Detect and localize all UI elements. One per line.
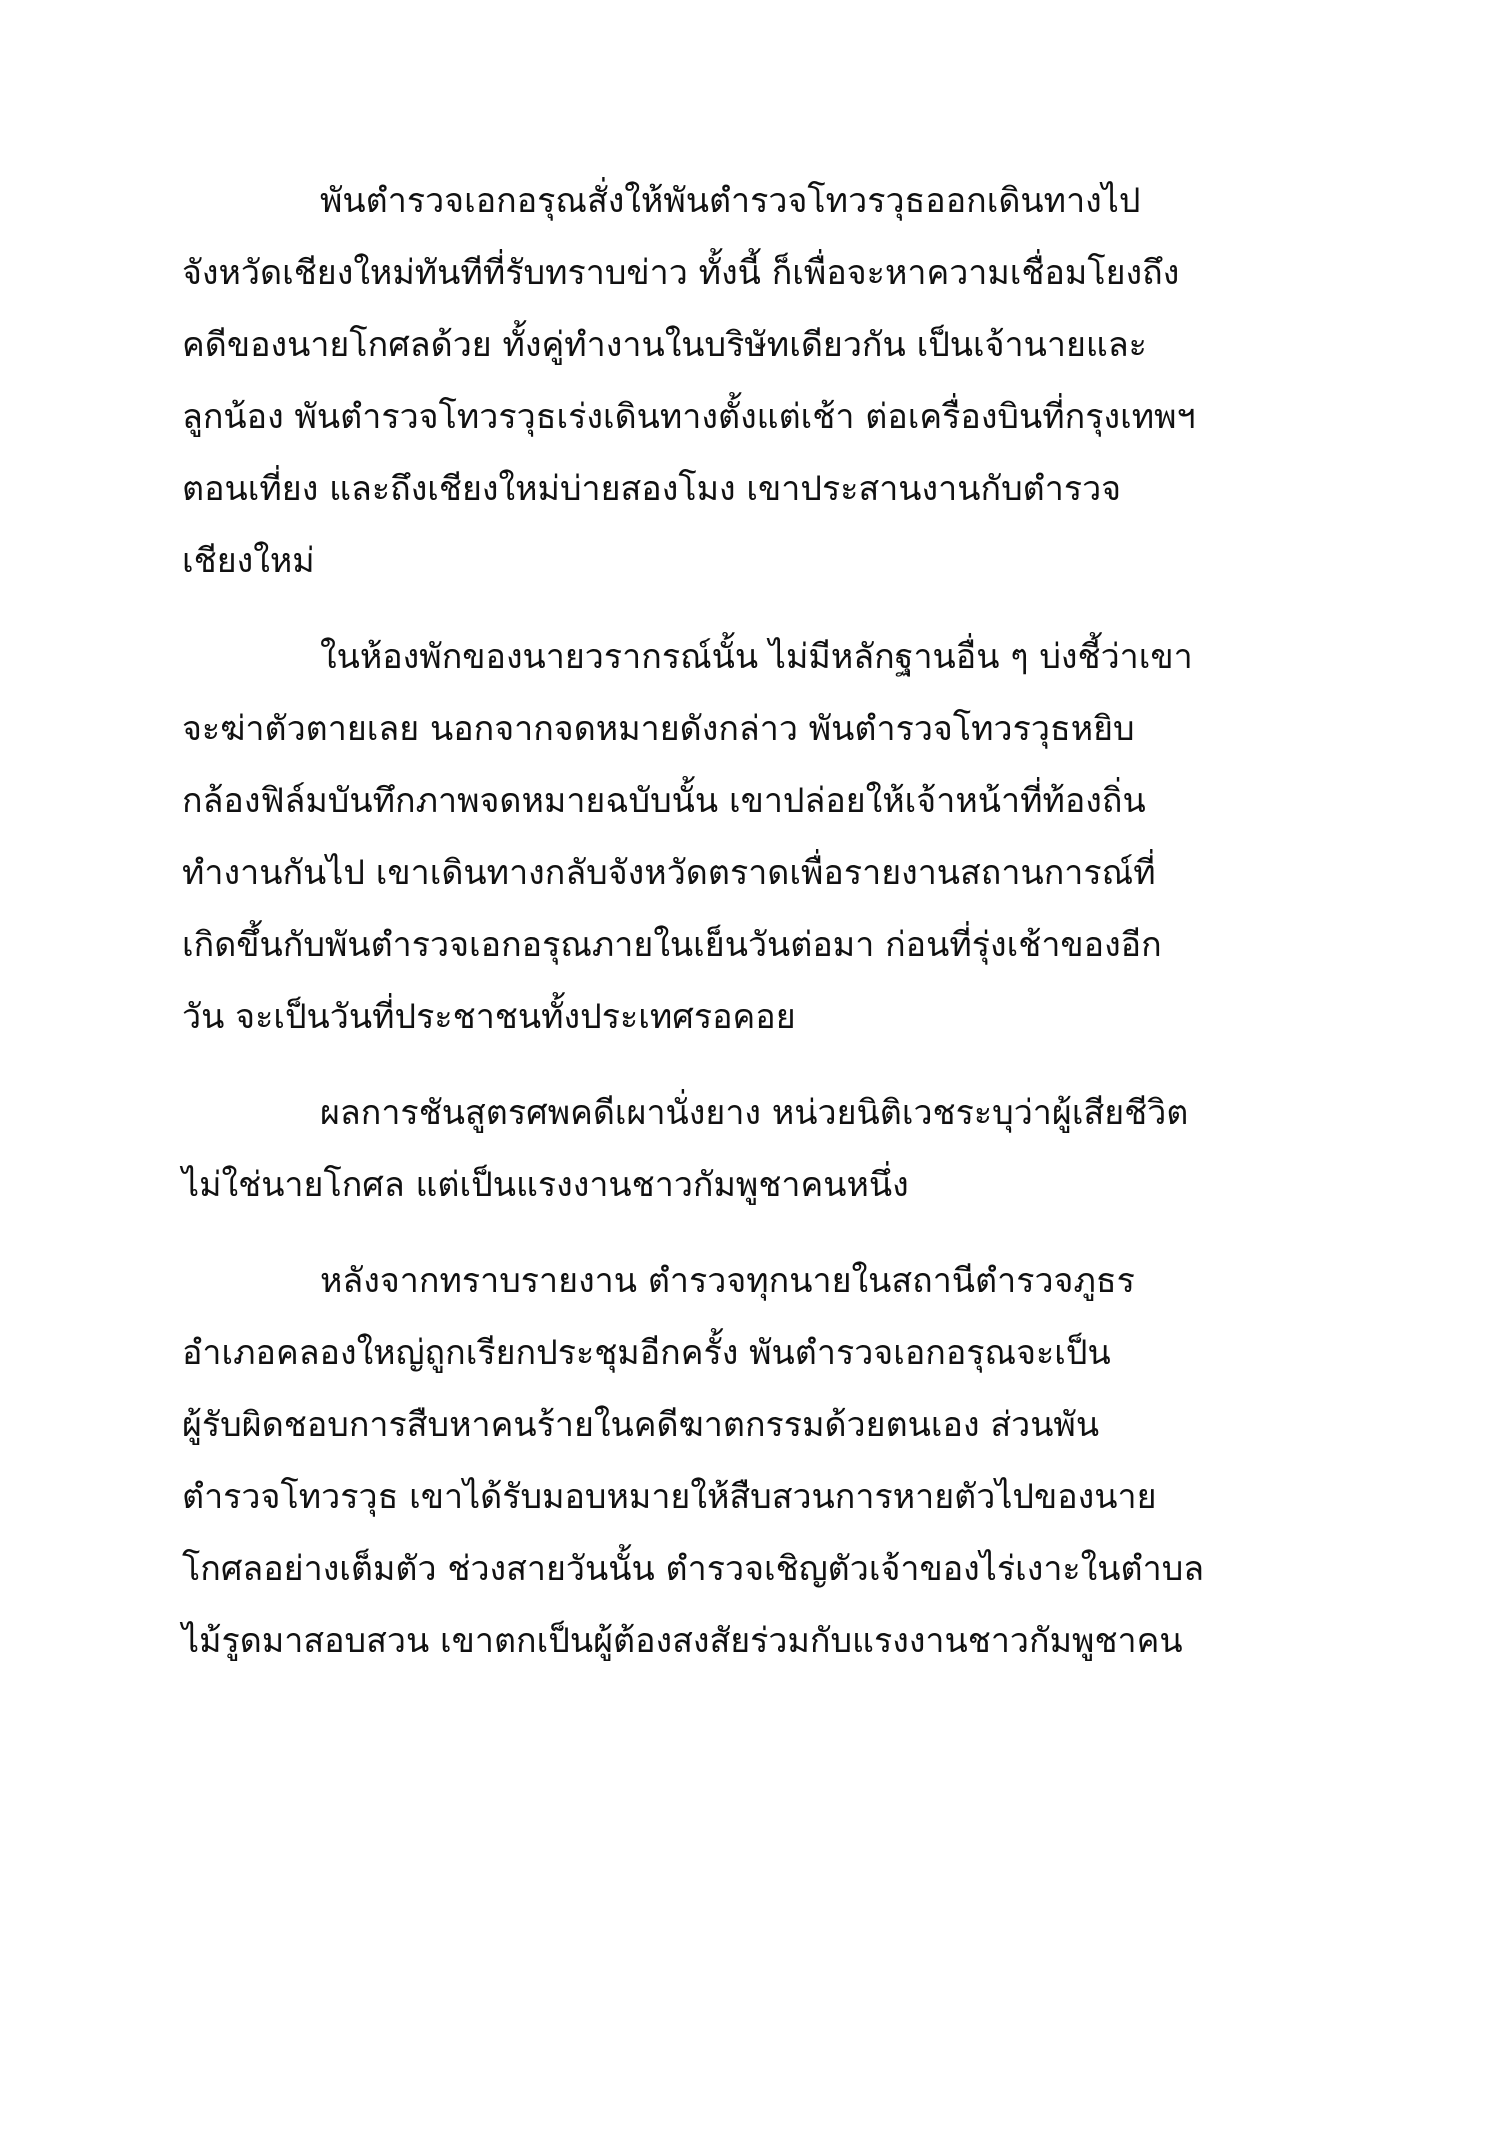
paragraph-line: กล้องฟิล์มบันทึกภาพจดหมายฉบับนั้น เขาปล่อยให้เจ้าหน้าที่ท้องถิ่น [182,781,1146,821]
paragraph-line: เกิดขึ้นกับพันตำรวจเอกอรุณภายในเย็นวันต่อมา ก่อนที่รุ่งเช้าของอีก [182,925,1162,965]
paragraph-line: โกศลอย่างเต็มตัว ช่วงสายวันนั้น ตำรวจเชิญตัวเจ้าของไร่เงาะในตำบล [182,1549,1205,1589]
paragraph-line: เชียงใหม่ [182,541,315,581]
paragraph [182,1245,1282,1677]
paragraph-line: ไม้รูดมาสอบสวน เขาตกเป็นผู้ต้องสงสัยร่วมกับแรงงานชาวกัมพูชาคน [182,1621,1183,1661]
paragraph-line: ทำงานกันไป เขาเดินทางกลับจังหวัดตราดเพื่อรายงานสถานการณ์ที่ [182,853,1156,893]
paragraph-line: ตำรวจโทวรวุธ เขาได้รับมอบหมายให้สืบสวนการหายตัวไปของนาย [182,1477,1157,1517]
paragraph-line: พันตำรวจเอกอรุณสั่งให้พันตำรวจโทวรวุธออกเดินทางไป [320,181,1141,221]
document-body [182,165,1282,1701]
paragraph-line: ผู้รับผิดชอบการสืบหาคนร้ายในคดีฆาตกรรมด้วยตนเอง ส่วนพัน [182,1405,1100,1445]
paragraph-line: หลังจากทราบรายงาน ตำรวจทุกนายในสถานีตำรวจภูธร [320,1261,1135,1301]
paragraph-line: ไม่ใช่นายโกศล แต่เป็นแรงงานชาวกัมพูชาคนหนึ่ง [182,1165,909,1205]
paragraph [182,621,1282,1053]
paragraph-line: จะฆ่าตัวตายเลย นอกจากจดหมายดังกล่าว พันตำรวจโทวรวุธหยิบ [182,709,1135,749]
paragraph [182,1077,1282,1221]
paragraph-line: จังหวัดเชียงใหม่ทันทีที่รับทราบข่าว ทั้งนี้ ก็เพื่อจะหาความเชื่อมโยงถึง [182,253,1180,293]
paragraph [182,165,1282,597]
paragraph-line: ในห้องพักของนายวรากรณ์นั้น ไม่มีหลักฐานอื่น ๆ บ่งชี้ว่าเขา [320,637,1193,677]
paragraph-line: ลูกน้อง พันตำรวจโทวรวุธเร่งเดินทางตั้งแต่เช้า ต่อเครื่องบินที่กรุงเทพฯ [182,397,1196,437]
paragraph-line: วัน จะเป็นวันที่ประชาชนทั้งประเทศรอคอย [182,997,796,1037]
paragraph-line: อำเภอคลองใหญ่ถูกเรียกประชุมอีกครั้ง พันตำรวจเอกอรุณจะเป็น [182,1333,1111,1373]
paragraph-line: ผลการชันสูตรศพคดีเผานั่งยาง หน่วยนิติเวชระบุว่าผู้เสียชีวิต [320,1093,1189,1133]
paragraph-line: คดีของนายโกศลด้วย ทั้งคู่ทำงานในบริษัทเดียวกัน เป็นเจ้านายและ [182,325,1147,365]
paragraph-line: ตอนเที่ยง และถึงเชียงใหม่บ่ายสองโมง เขาประสานงานกับตำรวจ [182,469,1122,509]
